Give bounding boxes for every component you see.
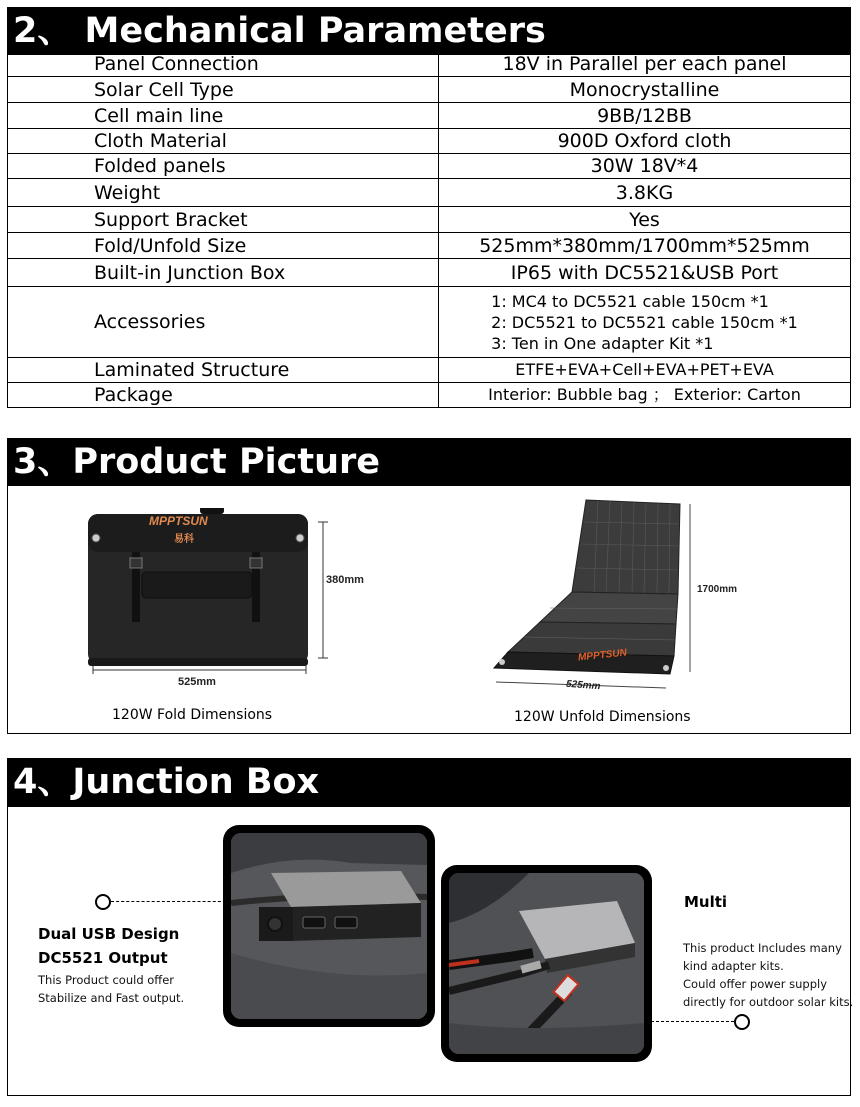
unfold-width-label: 525mm <box>565 678 601 693</box>
feature-title-multi: Multi <box>684 893 728 911</box>
param-label: Accessories <box>8 287 439 358</box>
mechanical-parameters-table <box>7 50 851 408</box>
feature-text-line: directly for outdoor solar kits. <box>683 995 854 1009</box>
unfolded-panel-image <box>480 496 720 696</box>
table-row <box>8 103 851 129</box>
accessories-list <box>491 291 798 354</box>
table-row <box>8 287 851 358</box>
param-value: 900D Oxford cloth <box>439 129 851 154</box>
param-value: 525mm*380mm/1700mm*525mm <box>439 233 851 259</box>
callout-circle-left <box>95 894 111 910</box>
param-value: Interior: Bubble bag ； Exterior: Carton <box>439 383 851 408</box>
junction-box-panel <box>7 806 854 1096</box>
param-value: Yes <box>439 207 851 233</box>
feature-text-line: This Product could offer <box>38 973 175 987</box>
table-row <box>8 233 851 259</box>
param-value: 9BB/12BB <box>439 103 851 129</box>
table-row <box>8 154 851 179</box>
list-item: 2: DC5521 to DC5521 cable 150cm *1 <box>491 312 798 332</box>
param-label: Laminated Structure <box>8 358 439 383</box>
cable-connectors-image <box>449 873 644 1054</box>
feature-text-line: kind adapter kits. <box>683 959 784 973</box>
param-label: Solar Cell Type <box>8 77 439 103</box>
section-title-junction-box: 4、Junction Box <box>7 758 851 806</box>
param-value: IP65 with DC5521&USB Port <box>439 259 851 287</box>
param-label: Fold/Unfold Size <box>8 233 439 259</box>
param-value: Monocrystalline <box>439 77 851 103</box>
feature-title-dc: DC5521 Output <box>38 949 168 967</box>
param-label: Package <box>8 383 439 408</box>
param-label: Weight <box>8 179 439 207</box>
brand-logo-cn: 易科 <box>174 534 194 545</box>
unfold-height-label: 1700mm <box>697 584 738 595</box>
table-row <box>8 383 851 408</box>
fold-height-label: 380mm <box>326 574 364 586</box>
param-label: Cell main line <box>8 103 439 129</box>
brand-logo: MPPTSUN <box>149 514 208 528</box>
callout-circle-right <box>734 1014 750 1030</box>
table-row <box>8 51 851 77</box>
callout-line-right <box>646 1021 734 1022</box>
unfold-brand-logo: MPPTSUN <box>577 647 628 664</box>
fold-dimension-lines <box>78 516 348 686</box>
fold-caption: 120W Fold Dimensions <box>112 707 273 723</box>
feature-text-line: This product Includes many <box>683 941 842 955</box>
param-label: Cloth Material <box>8 129 439 154</box>
param-value: 18V in Parallel per each panel <box>439 51 851 77</box>
callout-line-left <box>111 901 231 902</box>
param-value <box>439 287 851 358</box>
section-title-product-picture: 3、Product Picture <box>7 438 851 486</box>
section-title-mechanical: 2、 Mechanical Parameters <box>7 7 851 55</box>
list-item: 3: Ten in One adapter Kit *1 <box>491 333 714 353</box>
product-picture-panel <box>7 485 851 734</box>
param-label: Folded panels <box>8 154 439 179</box>
param-label: Built-in Junction Box <box>8 259 439 287</box>
table-row <box>8 179 851 207</box>
table-row <box>8 358 851 383</box>
feature-text-line: Stabilize and Fast output. <box>38 991 185 1005</box>
table-row <box>8 77 851 103</box>
param-value: 3.8KG <box>439 179 851 207</box>
junction-box-photo-cables <box>441 865 652 1062</box>
list-item: 1: MC4 to DC5521 cable 150cm *1 <box>491 291 769 311</box>
feature-text-line: Could offer power supply <box>683 977 828 991</box>
param-value: ETFE+EVA+Cell+EVA+PET+EVA <box>439 358 851 383</box>
junction-box-photo-usb <box>223 825 435 1027</box>
feature-title-usb: Dual USB Design <box>38 925 180 943</box>
param-label: Panel Connection <box>8 51 439 77</box>
fold-width-label: 525mm <box>178 676 216 688</box>
table-row <box>8 207 851 233</box>
table-row <box>8 129 851 154</box>
table-row <box>8 259 851 287</box>
param-label: Support Bracket <box>8 207 439 233</box>
param-value: 30W 18V*4 <box>439 154 851 179</box>
unfold-caption: 120W Unfold Dimensions <box>514 709 691 725</box>
usb-ports-image <box>231 833 427 1019</box>
